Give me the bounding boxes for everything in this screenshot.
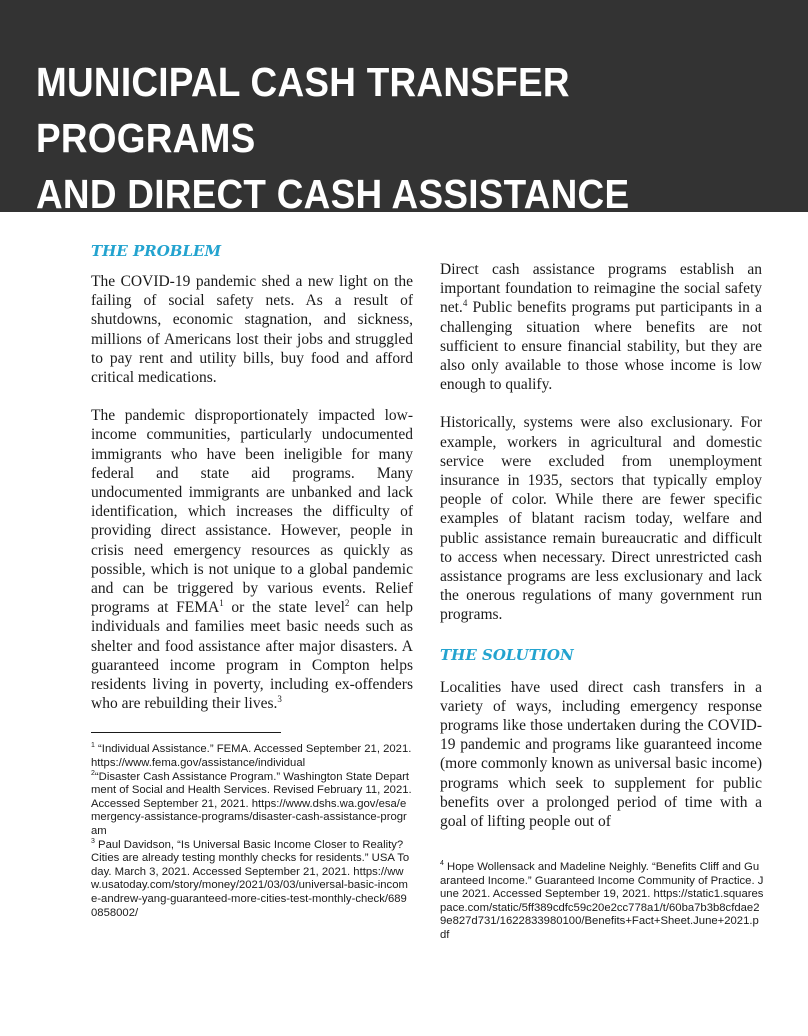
problem-heading: THE PROBLEM (91, 242, 222, 260)
footnotes-right (440, 861, 764, 943)
footnote-1: $^1$ “Individual Assistance.” FEMA. Accessed September 21, 2021. https://www.fema.gov/assistance/individual (91, 742, 412, 770)
right-column (440, 260, 762, 850)
right-paragraph-2: Historically, systems were also exclusionary. For example, workers in agricultural and domestic service were excluded from unemployment insurance in 1935, sectors that typically employ people of color. While there are fewer specific examples of blatant racism today, welfare and public assistance remain bureaucratic and difficult to access when necessary. Direct unrestricted cash assistance programs are less exclusionary and lack the onerous regulations of many government run programs. (440, 414, 762, 624)
footnotes-left (91, 743, 413, 920)
footnote-ref-3: 3 (277, 694, 282, 705)
problem-paragraph-2: The pandemic disproportionately impacted low-income communities, particularly undocumented immigrants who have been ineligible for many federal and state aid programs. Many undocumented immigrants are unbanked and lack identification, which increases the difficulty of providing direct assistance. However, people in crisis need emergency resources as quickly as possible, which is not unique to a global pandemic and can be triggered by various events. Relief programs at FEMA$^1$ or the state level$^2$ can help individuals and families meet basic needs such as shelter and food assistance after major disasters. A guaranteed income program in Compton helps residents living in poverty, including ex-offenders who are rebuilding their lives.$^3$ (91, 407, 413, 713)
footnote-ref-4: 4 (462, 298, 468, 309)
solution-paragraph: Localities have used direct cash transfers in a variety of ways, including emergency response programs like those undertaken during the COVID-19 pandemic and programs like guaranteed income (more commonly known as universal basic income) programs which seek to supplement for public benefits over a prolonged period of time with a goal of lifting people out of (440, 678, 762, 831)
page-title (36, 54, 702, 222)
footnote-3: $^3$ Paul Davidson, “Is Universal Basic Income Closer to Reality? Cities are already testing monthly checks for residents.” USA Today. March 3, 2021. Accessed September 21, 2021. https://www.usatoday.com/story/money/2021/03/03/universal-basic-income-andrew-yang-guaranteed-more-cities-test-monthly-check/6890858002/ (91, 837, 410, 919)
footnote-4: $^4$ Hope Wollensack and Madeline Neighly. “Benefits Cliff and Guaranteed Income.” Guaranteed Income Community of Practice. June 2021. Accessed September 19, 2021. https://static1.squarespace.com/static/5ff389cdfc59c20e2cc778a1/t/60ba7b3b8cfdae29e827d731/1622833980100/Benefits+Fact+Sheet.June+2021.pdf (440, 860, 764, 941)
footnote-ref-2: 2 (344, 598, 350, 609)
header-banner (0, 0, 808, 217)
footnote-2: $^2$“Disaster Cash Assistance Program.” Washington State Department of Social and Health Services. Revised February 11, 2021. Accessed September 21, 2021. https://www.dshs.wa.gov/esa/emergency-assistance-programs/disaster-cash-assistance-program (91, 769, 412, 838)
problem-paragraph-1: The COVID-19 pandemic shed a new light on the failing of social safety nets. As a result of shutdowns, economic stagnation, and sickness, millions of Americans lost their jobs and struggled to pay rent and utility bills, buy food and afford critical medications. (91, 273, 413, 387)
title-line-2: AND DIRECT CASH ASSISTANCE (36, 171, 630, 217)
title-line-1: MUNICIPAL CASH TRANSFER PROGRAMS (36, 59, 570, 161)
right-paragraph-1: Direct cash assistance programs establish an important foundation to reimagine the social safety net.$^4$ Public benefits programs put participants in a challenging situation where benefits are not sufficient to ensure financial stability, but they are also only available to those whose income is low enough to qualify. (440, 261, 762, 394)
left-column (91, 240, 413, 920)
footnote-ref-1: 1 (219, 598, 224, 609)
solution-heading: THE SOLUTION (440, 645, 574, 664)
footnote-divider (91, 732, 281, 733)
